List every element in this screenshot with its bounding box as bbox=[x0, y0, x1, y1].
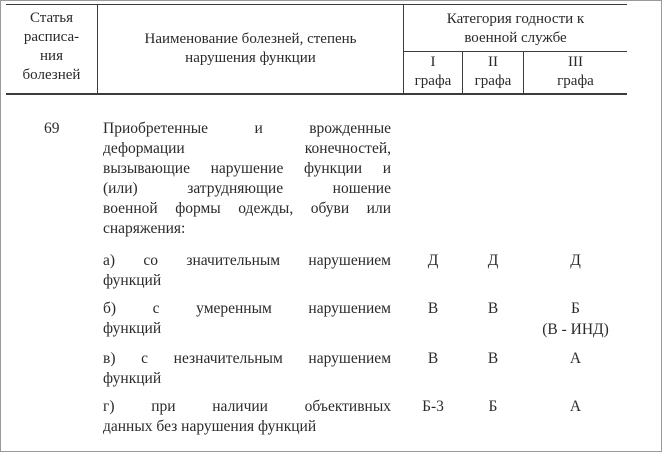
row-label-line: г) при наличии объективных bbox=[103, 398, 391, 415]
header-category-line: Категория годности к bbox=[446, 11, 585, 27]
header-article bbox=[6, 9, 97, 85]
row-value-col3: А bbox=[569, 398, 582, 415]
row-value-col1: Б-3 bbox=[422, 398, 444, 415]
header-article-line: расписа- bbox=[23, 29, 80, 45]
header-category-underline bbox=[403, 51, 627, 52]
header-article-line: болезней bbox=[22, 67, 81, 83]
header-column-word: графа bbox=[414, 73, 452, 89]
row-value-col3-note: (В - ИНД) bbox=[542, 321, 609, 338]
row-label bbox=[103, 251, 391, 291]
row-label bbox=[103, 397, 391, 437]
header-column-numeral: III bbox=[568, 54, 583, 70]
row-label-line: данных без нарушения функций bbox=[103, 418, 317, 435]
header-column-2 bbox=[463, 53, 523, 91]
description-line: деформации конечностей, bbox=[103, 140, 391, 157]
header-article-line: Статья bbox=[29, 10, 74, 26]
row-label-line: б) с умеренным нарушением bbox=[103, 300, 391, 317]
row-value-col3: А bbox=[569, 350, 582, 367]
description-line: военной формы одежды, обуви или bbox=[103, 200, 391, 217]
header-column-3 bbox=[524, 53, 627, 91]
row-value-col1: В bbox=[427, 300, 439, 317]
header-article-line: ния bbox=[40, 48, 63, 64]
row-value-col2: Д bbox=[487, 252, 499, 269]
row-label bbox=[103, 299, 391, 339]
header-column-numeral: I bbox=[430, 54, 436, 70]
article-number: 69 bbox=[44, 120, 60, 137]
header-column-1 bbox=[404, 53, 462, 91]
row-value-col1: В bbox=[427, 350, 439, 367]
row-label bbox=[103, 349, 391, 389]
description-line: Приобретенные и врожденные bbox=[103, 120, 391, 137]
header-column-word: графа bbox=[474, 73, 512, 89]
header-disease bbox=[98, 30, 403, 68]
header-column-word: графа bbox=[557, 73, 594, 89]
description-line: снаряжения: bbox=[103, 220, 186, 237]
header-category-line: военной службе bbox=[464, 30, 567, 46]
header-disease-line: нарушения функции bbox=[185, 50, 316, 66]
disease-description bbox=[103, 119, 391, 239]
row-label-line: в) с незначительным нарушением bbox=[103, 350, 391, 367]
description-line: (или) затрудняющие ношение bbox=[103, 180, 391, 197]
row-label-line: функций bbox=[103, 370, 162, 387]
row-value-col1: Д bbox=[427, 252, 439, 269]
row-value-col2: В bbox=[487, 350, 499, 367]
row-value-col3: Б bbox=[571, 300, 580, 317]
header-disease-line: Наименование болезней, степень bbox=[144, 31, 357, 47]
row-value-col2: В bbox=[487, 300, 499, 317]
header-column-numeral: II bbox=[488, 54, 498, 70]
row-label-line: а) со значительным нарушением bbox=[103, 252, 391, 269]
description-line: вызывающие нарушение функции и bbox=[103, 160, 391, 177]
row-value-col2: Б bbox=[488, 398, 498, 415]
header-top-border bbox=[6, 4, 627, 5]
row-label-line: функций bbox=[103, 320, 162, 337]
row-value-col3: Д bbox=[570, 252, 581, 269]
header-bottom-border bbox=[6, 93, 627, 95]
header-category bbox=[404, 10, 627, 48]
row-label-line: функций bbox=[103, 272, 162, 289]
